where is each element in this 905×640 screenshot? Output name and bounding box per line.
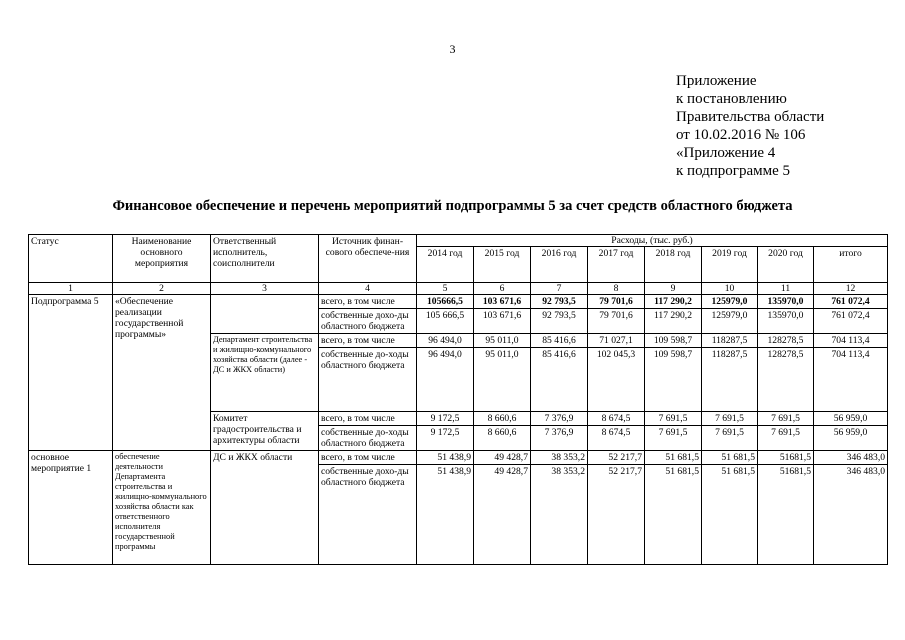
value-cell: 79 701,6 (588, 295, 645, 309)
header-year: 2020 год (758, 247, 814, 283)
page-number: 3 (449, 42, 456, 56)
header-row (29, 235, 888, 247)
column-number: 12 (814, 283, 888, 295)
value-cell: 51 681,5 (702, 451, 758, 465)
column-number: 10 (702, 283, 758, 295)
column-number: 11 (758, 283, 814, 295)
row-responsible-empty (211, 295, 319, 334)
value-cell: 8 660,6 (474, 426, 531, 451)
value-cell: 761 072,4 (814, 295, 888, 309)
value-cell: 704 113,4 (814, 334, 888, 348)
value-cell: 51681,5 (758, 451, 814, 465)
column-number: 5 (417, 283, 474, 295)
value-cell: 117 290,2 (645, 295, 702, 309)
header-year: 2018 год (645, 247, 702, 283)
value-cell: 102 045,3 (588, 348, 645, 412)
value-cell: 51 681,5 (645, 451, 702, 465)
row-source: собственные дохо-ды областного бюджета (319, 309, 417, 334)
value-cell: 109 598,7 (645, 334, 702, 348)
value-cell: 51 438,9 (417, 451, 474, 465)
appendix-block (676, 72, 824, 180)
value-cell: 95 011,0 (474, 348, 531, 412)
row-source: всего, в том числе (319, 412, 417, 426)
column-number: 1 (29, 283, 113, 295)
value-cell: 7 376,9 (531, 412, 588, 426)
row-source: всего, в том числе (319, 334, 417, 348)
value-cell: 38 353,2 (531, 451, 588, 465)
value-cell: 79 701,6 (588, 309, 645, 334)
header-name: Наименование основного мероприятия (113, 235, 211, 283)
value-cell: 8 660,6 (474, 412, 531, 426)
row-source: собственные дохо-ды областного бюджета (319, 465, 417, 565)
value-cell: 117 290,2 (645, 309, 702, 334)
value-cell: 51 438,9 (417, 465, 474, 565)
column-number: 2 (113, 283, 211, 295)
value-cell: 38 353,2 (531, 465, 588, 565)
row-status: Подпрограмма 5 (29, 295, 113, 451)
value-cell: 56 959,0 (814, 426, 888, 451)
value-cell: 125979,0 (702, 309, 758, 334)
value-cell: 109 598,7 (645, 348, 702, 412)
value-cell: 92 793,5 (531, 295, 588, 309)
value-cell: 51 681,5 (645, 465, 702, 565)
value-cell: 346 483,0 (814, 451, 888, 465)
header-source: Источник финан-сового обеспече-ния (319, 235, 417, 283)
finance-table (28, 234, 888, 565)
value-cell: 7 691,5 (702, 412, 758, 426)
value-cell: 118287,5 (702, 334, 758, 348)
header-total: итого (814, 247, 888, 283)
row-source: всего, в том числе (319, 451, 417, 465)
value-cell: 118287,5 (702, 348, 758, 412)
row-status: основное мероприятие 1 (29, 451, 113, 565)
value-cell: 704 113,4 (814, 348, 888, 412)
row-source: собственные до-ходы областного бюджета (319, 426, 417, 451)
value-cell: 49 428,7 (474, 465, 531, 565)
value-cell: 135970,0 (758, 309, 814, 334)
value-cell: 7 691,5 (758, 412, 814, 426)
header-year: 2019 год (702, 247, 758, 283)
column-number: 9 (645, 283, 702, 295)
value-cell: 128278,5 (758, 334, 814, 348)
value-cell: 92 793,5 (531, 309, 588, 334)
value-cell: 8 674,5 (588, 426, 645, 451)
value-cell: 96 494,0 (417, 348, 474, 412)
value-cell: 103 671,6 (474, 309, 531, 334)
value-cell: 7 691,5 (645, 426, 702, 451)
row-responsible: ДС и ЖКХ области (211, 451, 319, 565)
value-cell: 105666,5 (417, 295, 474, 309)
row-responsible: Комитет градостроительства и архитектуры области (211, 412, 319, 451)
value-cell: 71 027,1 (588, 334, 645, 348)
row-source: собственные до-ходы областного бюджета (319, 348, 417, 412)
value-cell: 7 691,5 (645, 412, 702, 426)
value-cell: 125979,0 (702, 295, 758, 309)
column-number: 3 (211, 283, 319, 295)
value-cell: 7 691,5 (702, 426, 758, 451)
header-year: 2016 год (531, 247, 588, 283)
header-year: 2015 год (474, 247, 531, 283)
column-number: 6 (474, 283, 531, 295)
value-cell: 49 428,7 (474, 451, 531, 465)
row-name: обеспечение деятельности Департамента строительства и жилищно-коммунального хозяйства области как ответственного исполнителя государственной программы (113, 451, 211, 565)
value-cell: 85 416,6 (531, 334, 588, 348)
header-status: Статус (29, 235, 113, 283)
value-cell: 103 671,6 (474, 295, 531, 309)
column-number: 8 (588, 283, 645, 295)
value-cell: 9 172,5 (417, 412, 474, 426)
table-row (29, 295, 888, 309)
value-cell: 7 376,9 (531, 426, 588, 451)
appendix-line: от 10.02.2016 № 106 (676, 127, 806, 143)
column-number: 4 (319, 283, 417, 295)
document-title: Финансовое обеспечение и перечень мероприятий подпрограммы 5 за счет средств областного бюджета (112, 198, 793, 214)
value-cell: 52 217,7 (588, 465, 645, 565)
value-cell: 51 681,5 (702, 465, 758, 565)
value-cell: 761 072,4 (814, 309, 888, 334)
appendix-line: Приложение (676, 73, 757, 89)
value-cell: 128278,5 (758, 348, 814, 412)
header-expenses: Расходы, (тыс. руб.) (417, 235, 888, 247)
row-source: всего, в том числе (319, 295, 417, 309)
value-cell: 105 666,5 (417, 309, 474, 334)
column-number: 7 (531, 283, 588, 295)
value-cell: 56 959,0 (814, 412, 888, 426)
header-responsible: Ответственный исполнитель, соисполнители (211, 235, 319, 283)
value-cell: 95 011,0 (474, 334, 531, 348)
value-cell: 8 674,5 (588, 412, 645, 426)
appendix-line: «Приложение 4 (676, 145, 776, 161)
row-name: «Обеспечение реализации государственной программы» (113, 295, 211, 451)
appendix-line: к постановлению (676, 91, 787, 107)
appendix-line: Правительства области (676, 109, 825, 125)
column-number-row (29, 283, 888, 295)
value-cell: 135970,0 (758, 295, 814, 309)
header-year: 2014 год (417, 247, 474, 283)
header-year: 2017 год (588, 247, 645, 283)
table-row (29, 451, 888, 465)
value-cell: 7 691,5 (758, 426, 814, 451)
value-cell: 346 483,0 (814, 465, 888, 565)
value-cell: 52 217,7 (588, 451, 645, 465)
value-cell: 85 416,6 (531, 348, 588, 412)
value-cell: 51681,5 (758, 465, 814, 565)
value-cell: 96 494,0 (417, 334, 474, 348)
value-cell: 9 172,5 (417, 426, 474, 451)
row-responsible: Департамент строительства и жилищно-коммунального хозяйства области (далее - ДС и ЖКХ области) (211, 334, 319, 412)
appendix-line: к подпрограмме 5 (676, 163, 790, 179)
